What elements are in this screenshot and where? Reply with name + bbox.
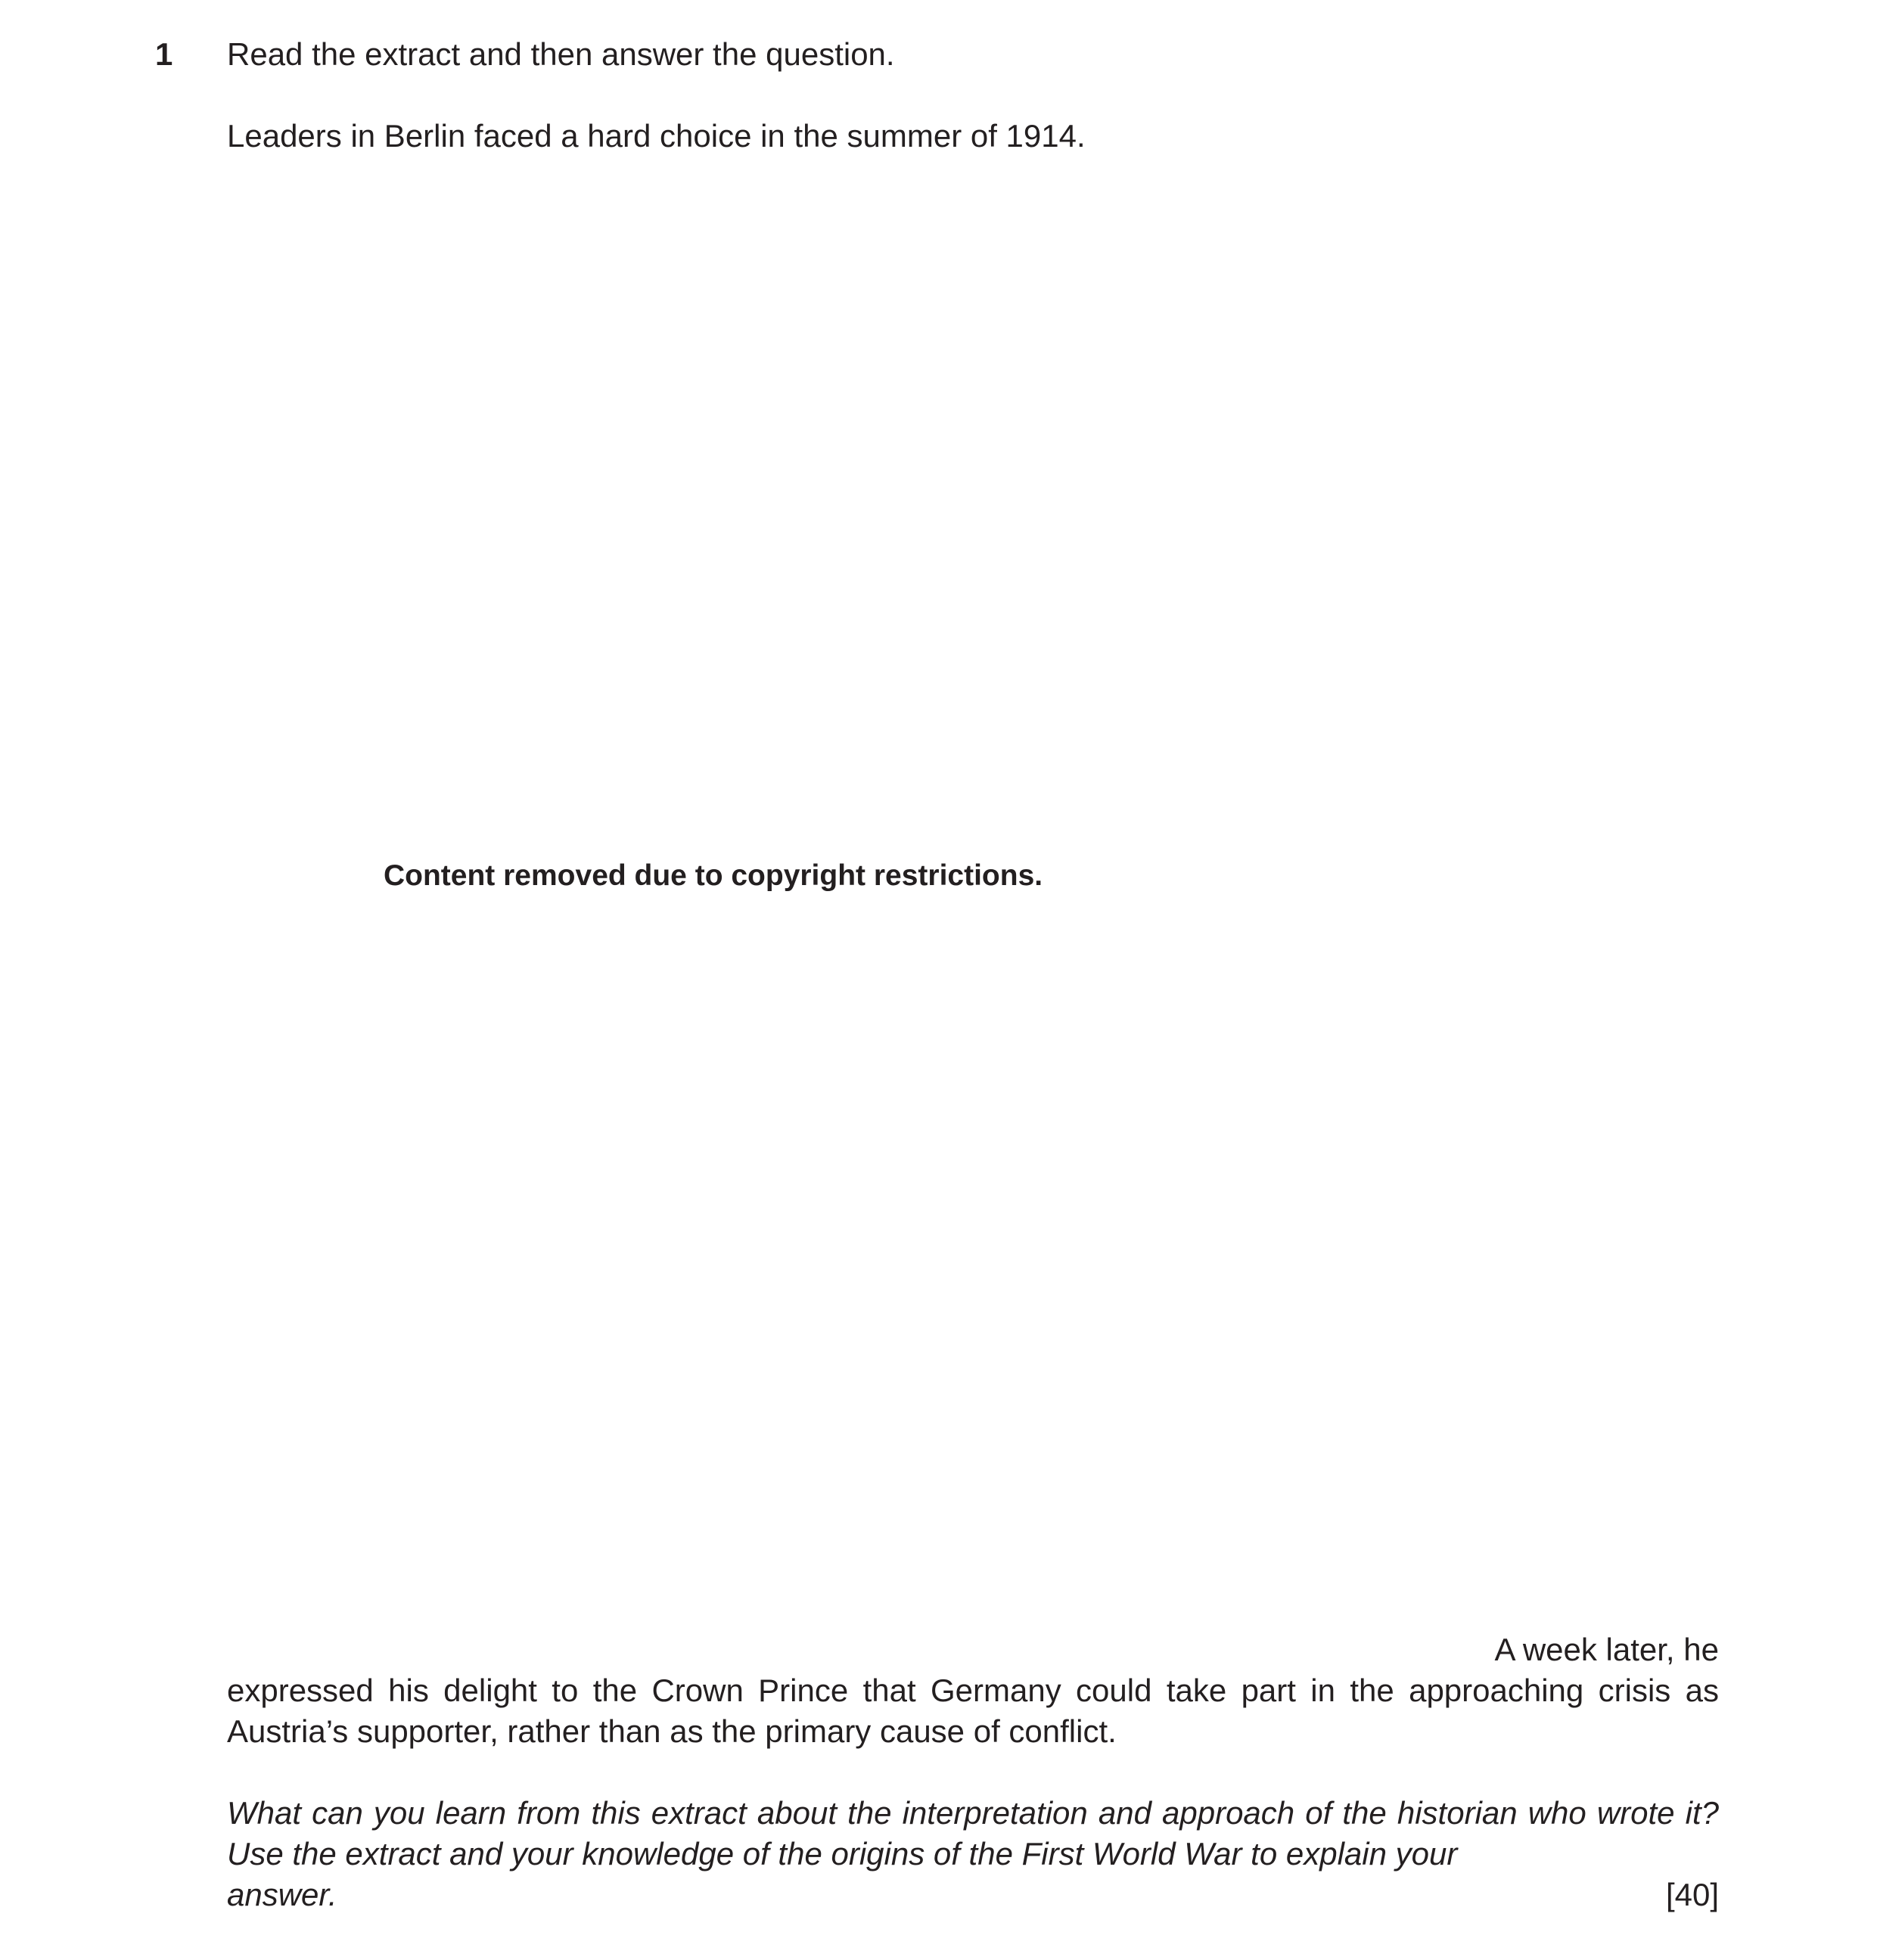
copyright-notice: Content removed due to copyright restrictions. xyxy=(384,859,1043,892)
question-prompt-last-row xyxy=(227,1875,1719,1915)
extract-intro: Leaders in Berlin faced a hard choice in the summer of 1914. xyxy=(227,118,1086,154)
marks-label: [40] xyxy=(1665,1877,1719,1912)
extract-continuation-first: A week later, he xyxy=(1494,1632,1719,1667)
question-prompt xyxy=(227,1793,1719,1915)
question-prompt-main: What can you learn from this extract about the interpretation and approach of the historian who wrote it? Use the extract and your knowledge of the origins of the First World War to explain your xyxy=(227,1795,1719,1871)
extract-continuation xyxy=(227,1629,1719,1752)
question-instruction: Read the extract and then answer the question. xyxy=(227,36,895,72)
extract-continuation-rest: expressed his delight to the Crown Prince that Germany could take part in the approaching crisis as Austria’s supporter, rather than as the primary cause of conflict. xyxy=(227,1673,1719,1749)
question-prompt-end: answer. xyxy=(227,1877,337,1912)
question-number: 1 xyxy=(155,36,173,72)
